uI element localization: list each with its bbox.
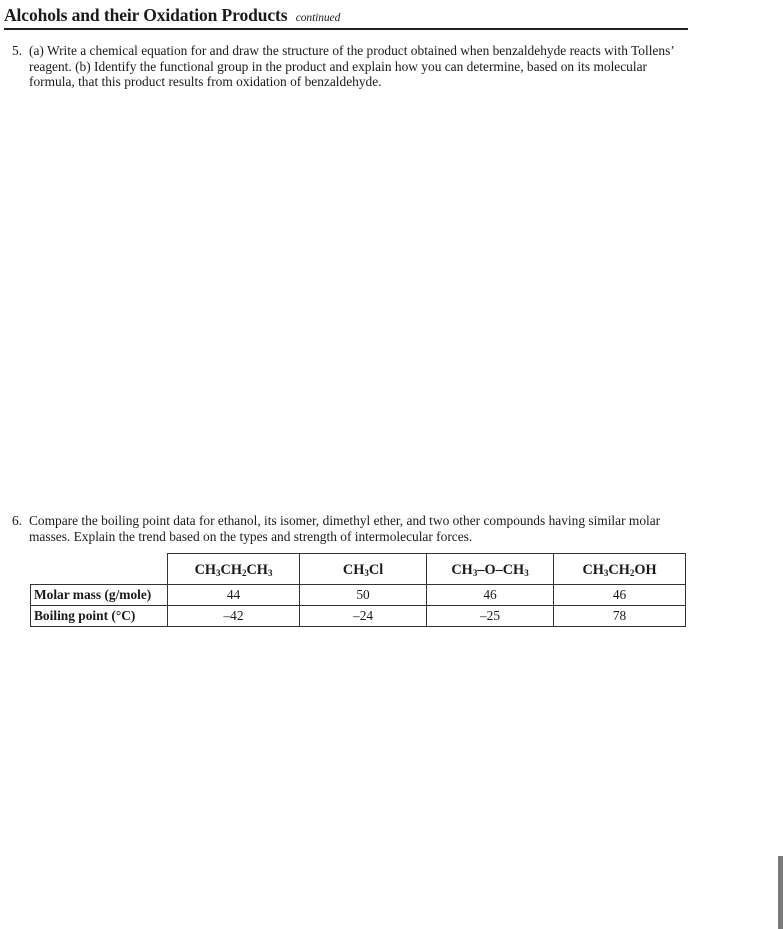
boiling-point-table [30, 553, 686, 627]
compound-header: $CH_3CH_2OH$ [554, 554, 686, 585]
row-label-boiling-point: Boiling point (°C) [31, 606, 168, 627]
boiling-point-cell: –25 [426, 606, 553, 627]
question-text: (a) Write a chemical equation for and draw the structure of the product obtained when benzaldehyde reacts with Tollens’ reagent. (b) Identify the functional group in the product and explain how you can determine, based on its molecular formula, that this product results from oxidation of benzaldehyde. [29, 43, 674, 89]
molar-mass-cell: 46 [426, 585, 553, 606]
row-label-molar-mass: Molar mass (g/mole) [31, 585, 168, 606]
question-6 [12, 513, 688, 544]
table-row [31, 606, 686, 627]
molar-mass-cell: 50 [300, 585, 427, 606]
boiling-point-cell: 78 [554, 606, 686, 627]
compound-header: $CH_3-O-CH_3$ [426, 554, 553, 585]
question-number: 5. [12, 43, 23, 58]
molar-mass-cell: 46 [554, 585, 686, 606]
question-text: Compare the boiling point data for ethanol, its isomer, dimethyl ether, and two other compounds having similar molar masses. Explain the trend based on the types and strength of intermolecular forces. [29, 513, 661, 544]
page-title-text: Alcohols and their Oxidation Products [4, 5, 288, 25]
page-title [4, 5, 340, 26]
page-header [4, 2, 688, 30]
table-header-row [31, 554, 686, 585]
page-subtitle: continued [295, 12, 341, 24]
molar-mass-cell: 44 [167, 585, 299, 606]
boiling-point-cell: –42 [167, 606, 299, 627]
compound-header: $CH_3Cl$ [300, 554, 427, 585]
table-corner-cell [31, 554, 168, 585]
boiling-point-cell: –24 [300, 606, 427, 627]
question-number: 6. [12, 513, 23, 528]
question-5 [12, 43, 688, 90]
table-row [31, 585, 686, 606]
compound-header: $CH_3CH_2CH_3$ [167, 554, 299, 585]
scrollbar-thumb[interactable] [778, 856, 783, 929]
